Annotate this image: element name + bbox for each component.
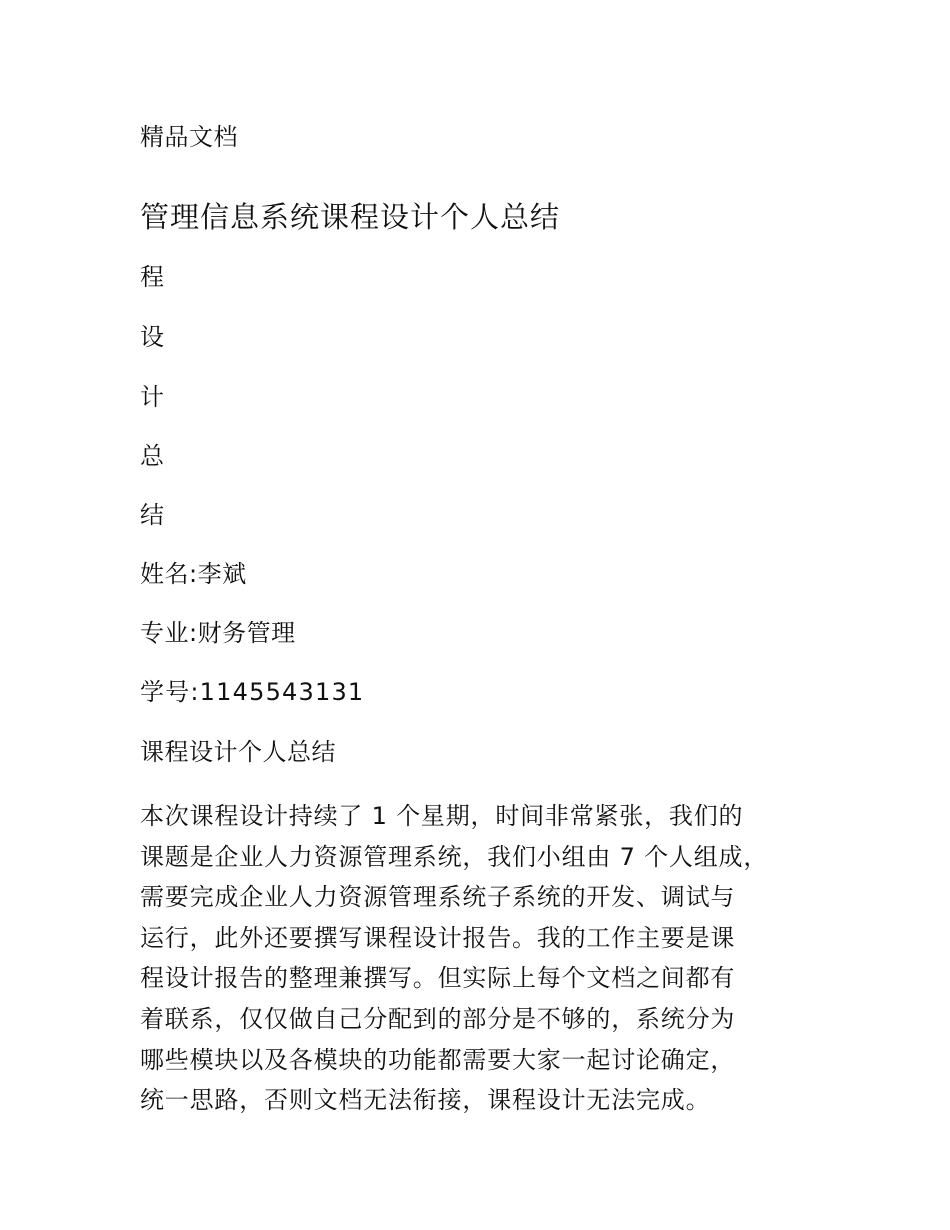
paragraph-line: 本次课程设计持续了 1 个星期，时间非常紧张，我们的 xyxy=(140,802,744,830)
vertical-title-char: 计 xyxy=(140,383,165,411)
paragraph-line: 哪些模块以及各模块的功能都需要大家一起讨论确定， xyxy=(140,1045,736,1074)
paragraph-line: 运行，此外还要撰写课程设计报告。我的工作主要是课 xyxy=(140,923,736,952)
document-title: 管理信息系统课程设计个人总结 xyxy=(140,200,561,234)
paragraph-line: 课题是企业人力资源管理系统，我们小组由 7 个人组成， xyxy=(140,842,769,871)
vertical-title-char: 程 xyxy=(140,263,165,291)
paragraph-line: 统一思路，否则文档无法衔接，课程设计无法完成。 xyxy=(140,1086,711,1115)
paragraph-line: 需要完成企业人力资源管理系统子系统的开发、调试与 xyxy=(140,883,736,912)
section-subheading: 课程设计个人总结 xyxy=(140,738,336,766)
document-header-label: 精品文档 xyxy=(140,123,238,151)
summary-paragraph xyxy=(140,796,830,1121)
student-name-line: 姓名:李斌 xyxy=(140,560,247,588)
paragraph-line: 着联系，仅仅做自己分配到的部分是不够的，系统分为 xyxy=(140,1004,736,1033)
student-major-line: 专业:财务管理 xyxy=(140,619,296,647)
document-page xyxy=(140,0,830,1230)
student-id-line: 学号:1145543131 xyxy=(140,678,365,706)
vertical-title-char: 总 xyxy=(140,442,165,470)
vertical-title-char: 设 xyxy=(140,323,165,351)
vertical-title-char: 结 xyxy=(140,501,165,529)
paragraph-line: 程设计报告的整理兼撰写。但实际上每个文档之间都有 xyxy=(140,964,736,993)
